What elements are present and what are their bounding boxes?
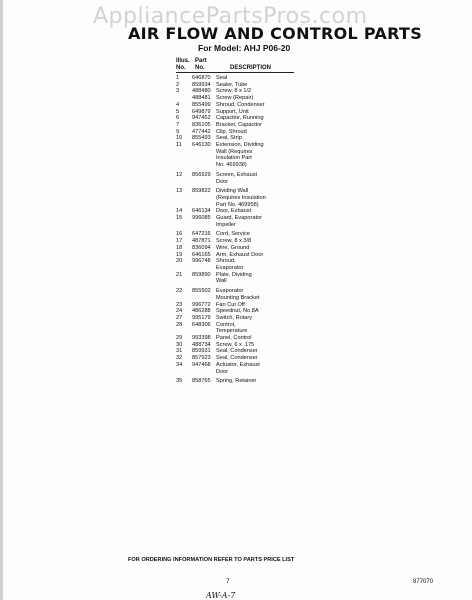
description-line: Screw, 6 x .175 [216, 341, 255, 348]
page-edge-shadow [0, 0, 3, 600]
table-row [176, 322, 336, 335]
part-number: 488481 [192, 95, 211, 102]
illus-number: 30 [176, 341, 183, 348]
part-number: 947452 [192, 115, 211, 122]
part-description [216, 302, 336, 309]
part-description [216, 342, 336, 349]
part-number: 857923 [192, 355, 211, 362]
description-line: Sealer, Tube [216, 81, 248, 88]
part-description [216, 252, 336, 259]
part-description [216, 95, 336, 102]
illus-number: 10 [176, 135, 183, 142]
part-description [216, 315, 336, 322]
illus-number: 14 [176, 208, 183, 215]
ordering-note: FOR ORDERING INFORMATION REFER TO PARTS PRICE LIST [128, 557, 295, 563]
illus-number: 29 [176, 335, 183, 342]
part-description [216, 208, 336, 215]
part-no-header [195, 58, 207, 72]
illus-number: 32 [176, 355, 183, 362]
part-number: 995179 [192, 314, 211, 321]
part-description [216, 308, 336, 315]
description-line: Mounting Bracket [216, 294, 260, 301]
illus-number: 13 [176, 188, 183, 195]
description-line: Door [216, 368, 229, 375]
part-description [216, 122, 336, 129]
table-row [176, 95, 336, 102]
description-line: Actuator, Exhaust [216, 361, 260, 368]
part-number: 996772 [192, 301, 211, 308]
description-line: Capacitor, Running [216, 115, 264, 122]
table-row [176, 82, 336, 89]
part-number: 488734 [192, 341, 211, 348]
part-description [216, 231, 336, 238]
table-row [176, 288, 336, 301]
description-line: Arm, Exhaust Door [216, 251, 264, 258]
description-line: Evaporator [216, 264, 244, 271]
table-row [176, 308, 336, 315]
table-row [176, 115, 336, 122]
table-row [176, 215, 336, 228]
illus-number: 23 [176, 301, 183, 308]
part-description [216, 335, 336, 342]
illus-number: 24 [176, 308, 183, 315]
description-line: Wire, Ground [216, 244, 250, 251]
table-row [176, 208, 336, 215]
description-line: Shroud, [216, 258, 236, 265]
table-row [176, 88, 336, 95]
description-line: Wall [216, 278, 227, 285]
description-line: Support, Unit [216, 108, 249, 115]
table-row [176, 129, 336, 136]
illus-number: 17 [176, 238, 183, 245]
description-line: Temperature [216, 328, 248, 335]
table-row [176, 172, 336, 185]
table-row [176, 258, 336, 271]
description-line: Screw, 8 x 1/2 [216, 88, 252, 95]
document-number: 877070 [413, 579, 434, 585]
illus-number: 2 [176, 81, 180, 88]
table-row [176, 245, 336, 252]
illus-number: 11 [176, 142, 182, 149]
part-number: 859931 [192, 348, 211, 355]
part-number: 488480 [192, 88, 211, 95]
description-line: Spring, Retainer [216, 378, 257, 385]
part-number: 649879 [192, 108, 211, 115]
description-line: Part No. 469958) [216, 201, 259, 208]
description-line: (Requires Insulation [216, 194, 266, 201]
description-line: Control, [216, 321, 236, 328]
illus-number: 20 [176, 258, 183, 265]
table-row [176, 342, 336, 349]
part-description [216, 322, 336, 335]
illus-number: 34 [176, 361, 183, 368]
part-number: 859822 [192, 188, 211, 195]
description-line: Plate, Dividing [216, 271, 252, 278]
part-description [216, 238, 336, 245]
part-number: 859890 [192, 271, 211, 278]
table-row [176, 335, 336, 342]
description-line: Cord, Service [216, 231, 250, 238]
bottom-page-mark: AW-A-7 [206, 591, 236, 600]
part-description [216, 215, 336, 228]
part-number: 855499 [192, 101, 211, 108]
illus-number: 5 [176, 108, 180, 115]
part-number: 646130 [192, 142, 211, 149]
table-row [176, 362, 336, 375]
illus-number: 21 [176, 271, 183, 278]
part-description [216, 348, 336, 355]
part-description [216, 355, 336, 362]
illus-number: 3 [176, 88, 180, 95]
part-number: 836105 [192, 121, 211, 128]
description-header: DESCRIPTION [230, 65, 272, 71]
page-title: AIR FLOW AND CONTROL PARTS [128, 24, 423, 43]
table-row [176, 102, 336, 109]
description-line: Fan Cut Off [216, 301, 245, 308]
description-line: Impeller [216, 221, 236, 228]
illus-number: 19 [176, 251, 183, 258]
illus-number: 6 [176, 115, 180, 122]
illus-number: 16 [176, 231, 183, 238]
part-description [216, 88, 336, 95]
illus-number: 35 [176, 378, 183, 385]
description-line: Seal [216, 75, 228, 81]
part-description [216, 82, 336, 89]
part-number: 646165 [192, 251, 211, 258]
page-number: 7 [226, 578, 230, 585]
description-line: Panel, Control [216, 335, 252, 342]
part-number: 996085 [192, 215, 211, 222]
part-number: 996748 [192, 258, 211, 265]
part-description [216, 272, 336, 285]
description-line: Insulation Part [216, 155, 252, 162]
description-line: Guard, Evaporator [216, 215, 263, 222]
part-number: 646134 [192, 208, 211, 215]
illus-no-header [176, 58, 190, 72]
part-number: 487871 [192, 238, 211, 245]
part-number: 486288 [192, 308, 211, 315]
description-line: Screen, Exhaust [216, 171, 258, 178]
description-line: Door, Exhaust [216, 208, 252, 215]
illus-number: 7 [176, 121, 180, 128]
part-description [216, 188, 336, 208]
parts-table [176, 75, 336, 385]
part-number: 646870 [192, 75, 211, 81]
illus-number: 4 [176, 101, 180, 108]
part-number: 859934 [192, 81, 211, 88]
part-description [216, 135, 336, 142]
description-line: Speednut, No.8A [216, 308, 259, 315]
description-line: Extension, Dividing [216, 142, 264, 149]
description-line: Switch, Rotary [216, 314, 253, 321]
part-description [216, 245, 336, 252]
description-line: Evaporator [216, 288, 244, 295]
illus-number: 31 [176, 348, 183, 355]
table-row [176, 142, 336, 169]
illus-number: 1 [176, 75, 180, 81]
illus-number: 15 [176, 215, 183, 222]
part-number: 836094 [192, 244, 211, 251]
table-row [176, 75, 336, 82]
table-row [176, 231, 336, 238]
description-line: Clip, Shroud [216, 128, 247, 135]
part-description [216, 75, 336, 82]
table-row [176, 135, 336, 142]
illus-header-line2: No. [176, 65, 186, 71]
description-line: Dividing Wall [216, 188, 249, 195]
description-line: Bracket, Capacitor [216, 121, 263, 128]
table-row [176, 315, 336, 322]
table-row [176, 238, 336, 245]
part-number: 856929 [192, 171, 211, 178]
illus-header-line1: Illus. [176, 58, 190, 64]
part-number: 648306 [192, 321, 211, 328]
table-row [176, 122, 336, 129]
illus-number: 22 [176, 288, 183, 295]
description-line: Shroud, Condenser [216, 101, 265, 108]
illus-number: 9 [176, 128, 180, 135]
description-line: Screw (Repair) [216, 95, 254, 102]
description-line: Seal, Condenser [216, 348, 258, 355]
part-description [216, 102, 336, 109]
header-rule [176, 72, 294, 73]
table-row [176, 272, 336, 285]
part-number: 647216 [192, 231, 211, 238]
part-description [216, 129, 336, 136]
part-number: 947468 [192, 361, 211, 368]
part-description [216, 378, 336, 385]
table-row [176, 302, 336, 309]
table-row [176, 378, 336, 385]
illus-number: 28 [176, 321, 183, 328]
part-description [216, 109, 336, 116]
description-line: Seal, Strip [216, 135, 242, 142]
part-description [216, 362, 336, 375]
table-row [176, 188, 336, 208]
table-row [176, 252, 336, 259]
description-line: Door [216, 178, 229, 185]
description-line: Screw, 8 x 3/8 [216, 238, 252, 245]
illus-number: 12 [176, 171, 183, 178]
part-description [216, 115, 336, 122]
illus-number: 18 [176, 244, 183, 251]
part-description [216, 288, 336, 301]
part-number: 993398 [192, 335, 211, 342]
description-line: No. 469938) [216, 162, 247, 169]
part-number: 855502 [192, 288, 211, 295]
table-row [176, 109, 336, 116]
part-number: 855493 [192, 135, 211, 142]
table-row [176, 355, 336, 362]
watermark: AppliancePartsPros.com [93, 4, 368, 29]
table-row [176, 348, 336, 355]
description-line: Wall (Requires [216, 148, 253, 155]
description-line: Seal, Condenser [216, 355, 258, 362]
part-number: 477442 [192, 128, 211, 135]
part-description [216, 142, 336, 169]
part-number: 858765 [192, 378, 211, 385]
part-description [216, 172, 336, 185]
part-header-line2: No. [195, 65, 205, 71]
model-label: For Model: AHJ P06-20 [198, 43, 291, 53]
part-description [216, 258, 336, 271]
illus-number: 27 [176, 314, 183, 321]
part-header-line1: Part [195, 58, 207, 64]
